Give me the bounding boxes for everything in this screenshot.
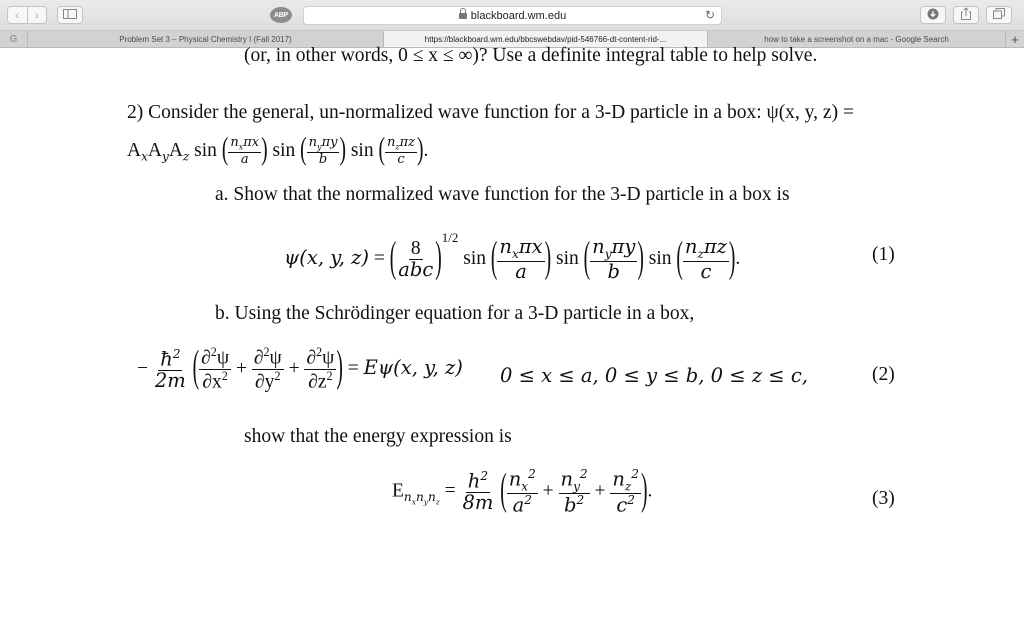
google-icon[interactable]: G xyxy=(0,31,28,47)
tab-label: how to take a screenshot on a mac - Google Search xyxy=(764,34,949,44)
equation-3: $E_{n_xn_yn_z}$ = $\frac{h^2}{8m}$ ( $\frac{n_x^2}{a^2}$ + $\frac{n_y^2}{b^2}$ + $\frac{n_z^2}{c^2}$ ). xyxy=(392,466,653,517)
pdf-page xyxy=(0,45,1024,640)
equation-1: ψ(x, y, z) = ( $\frac{8}{\text{abc}}$ )$^{1/2}$ sin ( $\frac{n_x\pi x}{a}$ ) sin ( $\frac{n_y\pi y}{b}$ ) sin ( $\frac{n_z\pi z}{c}$ ). xyxy=(284,230,741,283)
unnormalized-wavefunction: $A_xA_yA_z$ sin ( $\frac{n_x\pi x}{a}$ ) sin ( $\frac{n_y\pi y}{b}$ ) sin ( $\frac{n_z\pi z}{c}$ ). xyxy=(127,133,429,168)
text-line-integral: (or, in other words, 0 ≤ x ≤ ∞)? Use a definite integral table to help solve. xyxy=(244,45,818,66)
tab-label: Problem Set 3 – Physical Chemistry I (Fall 2017) xyxy=(119,34,292,44)
show-tabs-button[interactable] xyxy=(986,6,1012,24)
equation-2-number: (2) xyxy=(872,364,895,385)
address-domain: blackboard.wm.edu xyxy=(470,9,567,22)
equation-1-number: (1) xyxy=(872,244,895,265)
browser-toolbar xyxy=(0,0,1024,31)
reload-icon[interactable]: ↻ xyxy=(704,8,715,22)
sidebar-icon xyxy=(63,8,77,22)
equation-2: − $\frac{ħ^2}{2m}$ ( $\frac{\partial^2\psi}{\partial x^2}$ + $\frac{\partial^2\psi}{\partial y^2}$ + $\frac{\partial^2\psi}{\partial z^2}$ ) = Eψ(x, y, z) xyxy=(137,344,463,393)
downloads-button[interactable] xyxy=(920,6,946,24)
address-bar[interactable] xyxy=(303,6,722,25)
part-a-text: a. Show that the normalized wave function for the 3-D particle in a box is xyxy=(215,184,790,205)
question-2-intro: 2) Consider the general, un-normalized wave function for a 3-D particle in a box: ψ(x, y, z) = xyxy=(127,102,854,123)
equation-3-number: (3) xyxy=(872,488,895,509)
energy-expression-text: show that the energy expression is xyxy=(244,426,512,447)
equation-2-bounds: 0 ≤ x ≤ a, 0 ≤ y ≤ b, 0 ≤ z ≤ c, xyxy=(500,364,808,387)
part-b-text: b. Using the Schrödinger equation for a 3-D particle in a box, xyxy=(215,303,695,324)
nav-buttons xyxy=(7,6,47,24)
share-icon xyxy=(960,7,972,23)
new-tab-icon[interactable]: + xyxy=(1011,31,1019,47)
lock-icon xyxy=(459,11,467,20)
sidebar-button[interactable] xyxy=(57,6,83,24)
forward-icon[interactable]: › xyxy=(34,8,39,22)
download-icon xyxy=(927,8,939,23)
tabs-icon xyxy=(993,8,1005,22)
back-icon[interactable]: ‹ xyxy=(8,7,28,23)
share-button[interactable] xyxy=(953,6,979,24)
tab-label: https://blackboard.wm.edu/bbcswebdav/pid-546766-dt-content-rid-... xyxy=(424,34,667,44)
adblock-button[interactable]: ABP xyxy=(270,7,292,23)
